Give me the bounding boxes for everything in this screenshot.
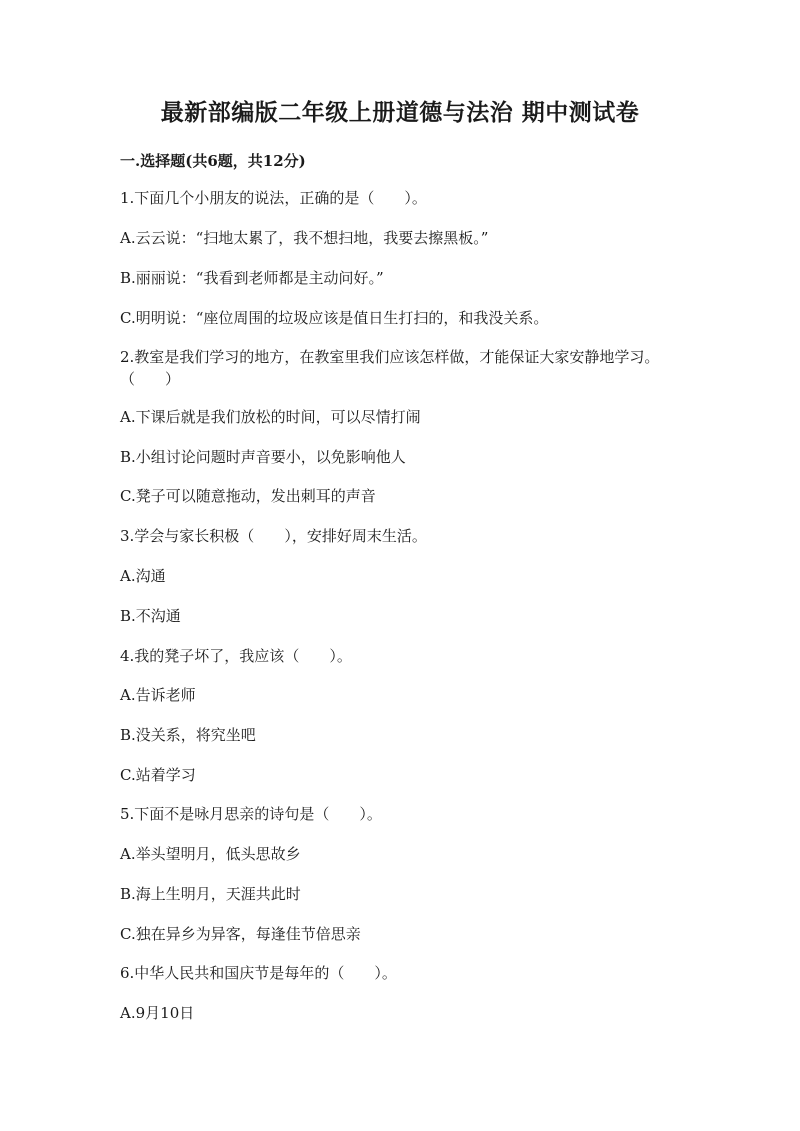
- page-title: 最新部编版二年级上册道德与法治 期中测试卷: [160, 99, 640, 126]
- question-1-stem: 1.下面几个小朋友的说法，正确的是（ ）。: [120, 189, 427, 207]
- question-5-stem: 5.下面不是咏月思亲的诗句是（ ）。: [120, 805, 382, 823]
- question-2-option-a: A.下课后就是我们放松的时间，可以尽情打闹: [120, 408, 421, 426]
- question-1-option-a: A.云云说：“扫地太累了，我不想扫地，我要去擦黑板。”: [120, 229, 489, 247]
- question-4-stem: 4.我的凳子坏了，我应该（ ）。: [120, 647, 352, 665]
- section-heading: 一.选择题(共6题，共12分): [120, 152, 306, 170]
- question-6-stem: 6.中华人民共和国庆节是每年的（ ）。: [120, 964, 397, 982]
- question-3-option-b: B.不沟通: [120, 607, 181, 625]
- question-4-option-b: B.没关系，将究坐吧: [120, 726, 256, 744]
- question-1-option-c: C.明明说：“座位周围的垃圾应该是值日生打扫的，和我没关系。: [120, 309, 549, 327]
- question-4-option-c: C.站着学习: [120, 766, 196, 784]
- question-5-option-c: C.独在异乡为异客，每逢佳节倍思亲: [120, 925, 361, 943]
- question-2-option-b: B.小组讨论问题时声音要小，以免影响他人: [120, 448, 406, 466]
- question-1-option-b: B.丽丽说：“我看到老师都是主动问好。”: [120, 269, 384, 287]
- question-6-option-a: A.9月10日: [120, 1004, 195, 1022]
- question-2-option-c: C.凳子可以随意拖动，发出刺耳的声音: [120, 487, 376, 505]
- question-2-stem: 2.教室是我们学习的地方，在教室里我们应该怎样做，才能保证大家安静地学习。（ ）: [120, 348, 660, 388]
- question-3-option-a: A.沟通: [120, 567, 166, 585]
- question-5-option-b: B.海上生明月，天涯共此时: [120, 885, 301, 903]
- question-4-option-a: A.告诉老师: [120, 686, 196, 704]
- question-5-option-a: A.举头望明月，低头思故乡: [120, 845, 301, 863]
- question-3-stem: 3.学会与家长积极（ ），安排好周末生活。: [120, 527, 427, 545]
